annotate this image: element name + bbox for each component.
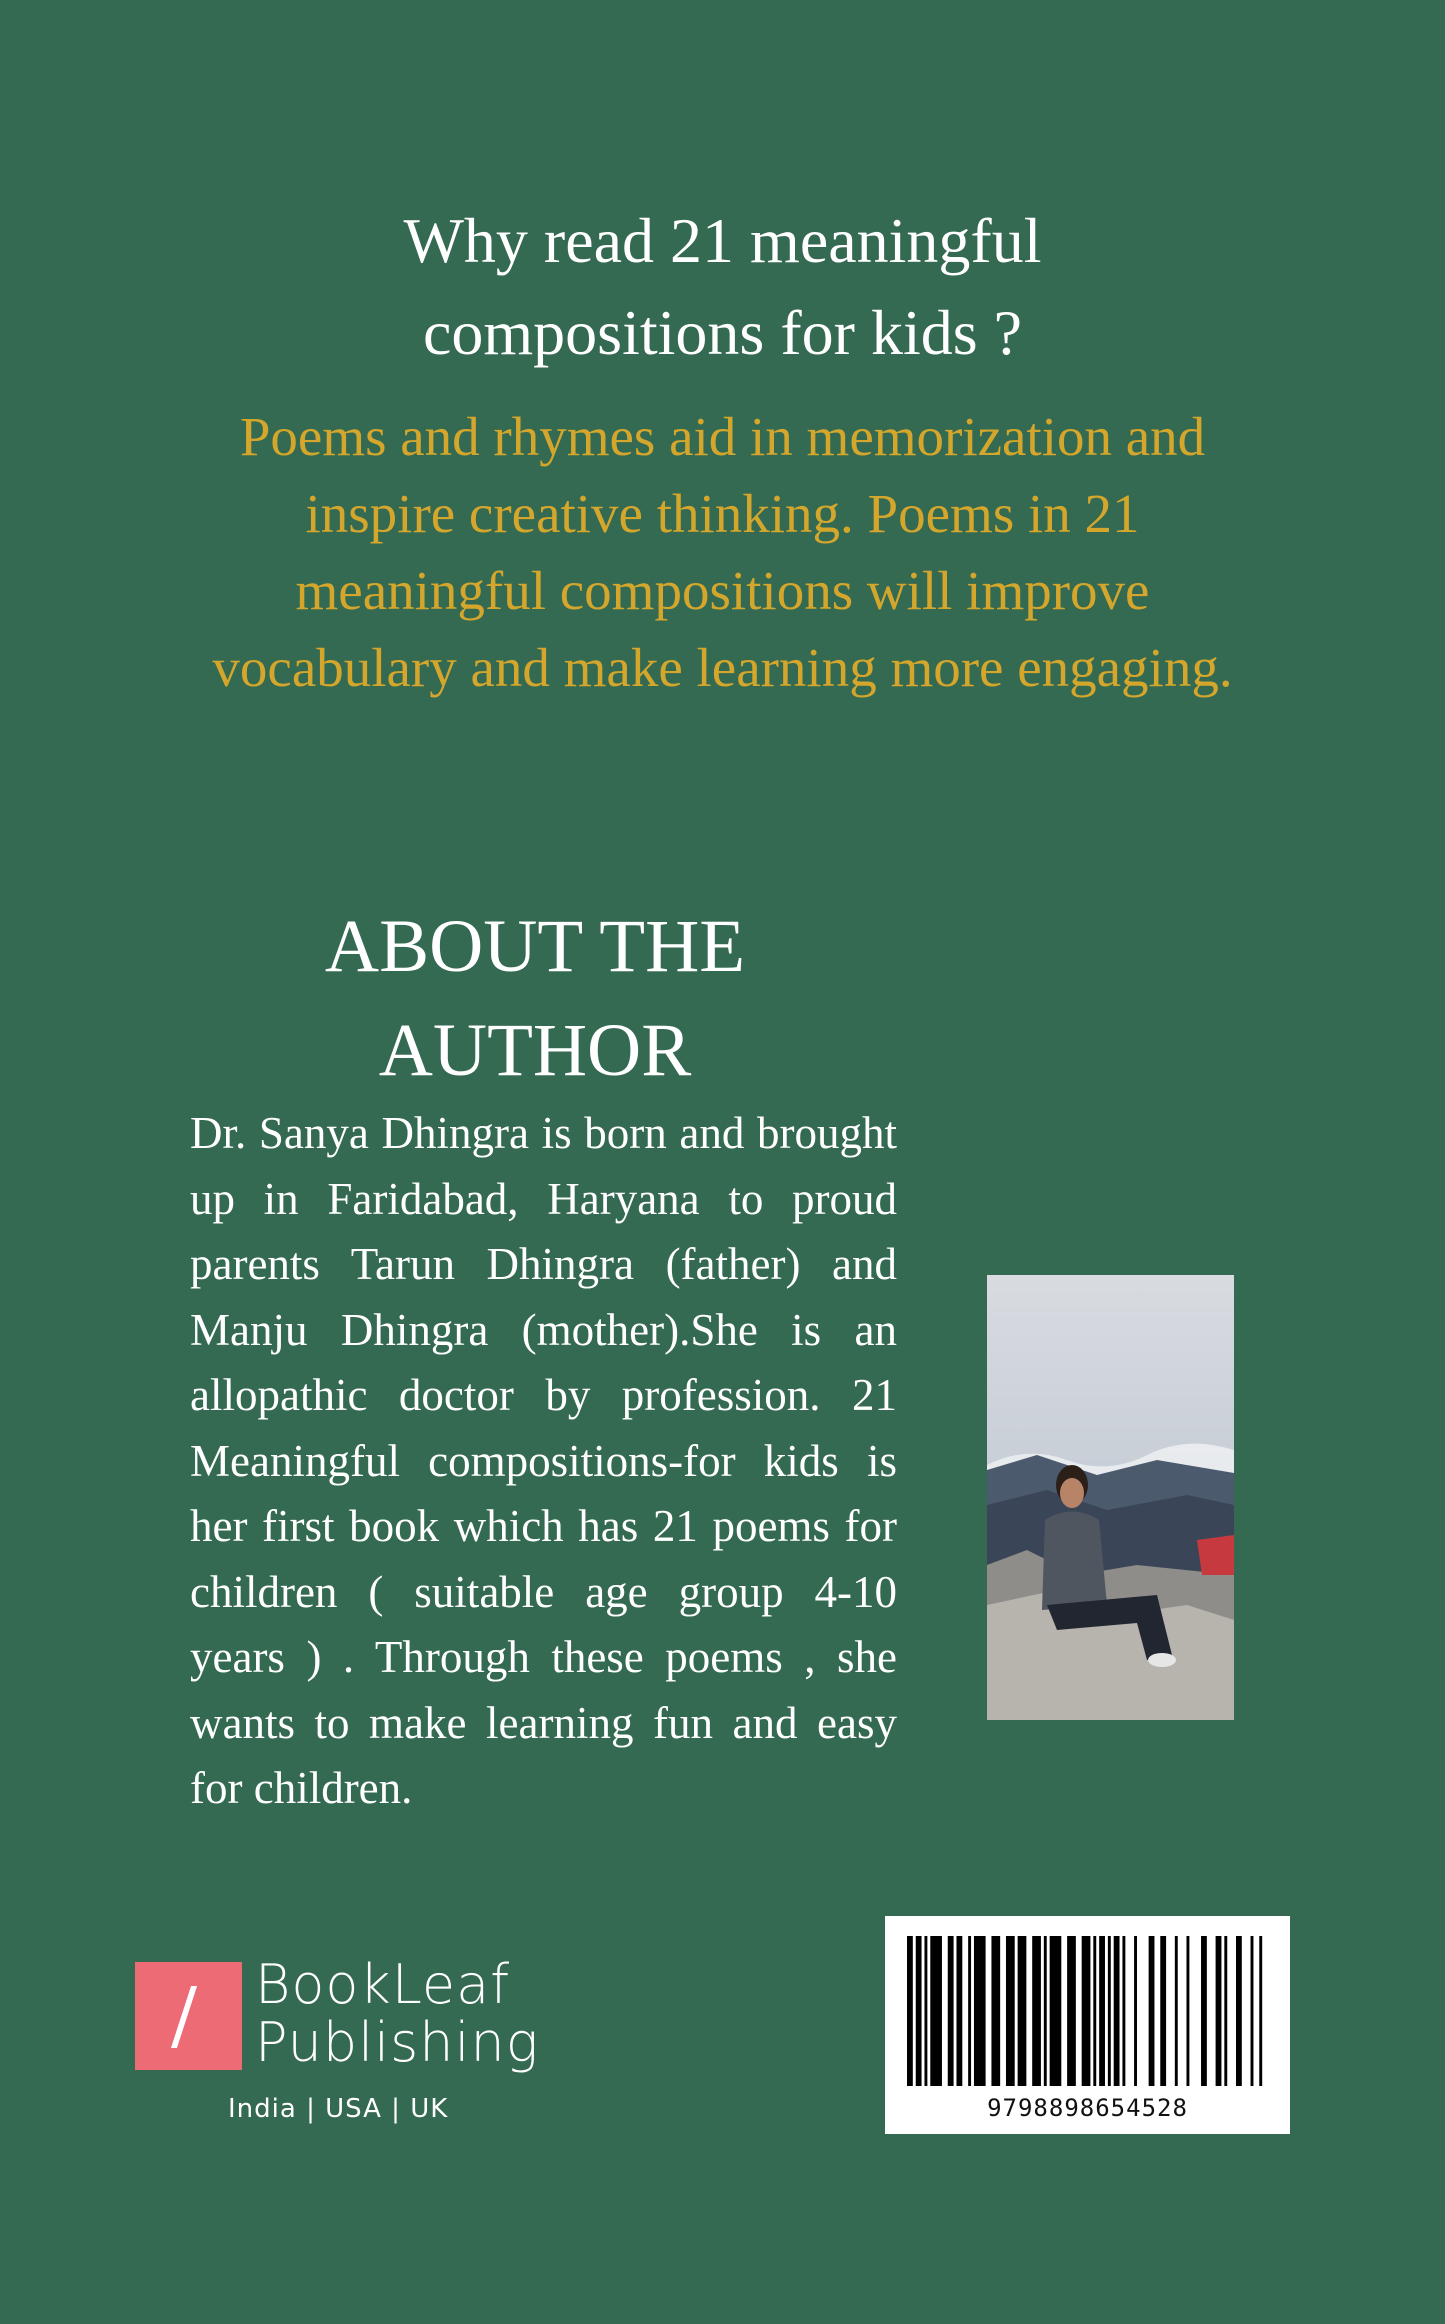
publisher-name bbox=[255, 1953, 540, 2074]
isbn-number: 9798898654528 bbox=[987, 2094, 1188, 2122]
isbn-barcode bbox=[885, 1916, 1290, 2134]
headline bbox=[0, 195, 1445, 379]
author-bio: Dr. Sanya Dhingra is born and brought up in Faridabad, Haryana to proud parents Tarun Dhingra (father) and Manju Dhingra (mother).She is an allopathic doctor by profession. 21 Meaningful compositions-for kids is her first book which has 21 poems for children ( suitable age group 4-10 years ) . Through these poems , she wants to make learning fun and easy for children. bbox=[190, 1108, 897, 1813]
author-photo bbox=[987, 1275, 1234, 1720]
publisher-logo-mark bbox=[135, 1962, 242, 2070]
about-author-heading: ABOUT THE AUTHOR bbox=[324, 905, 746, 1092]
publisher-regions: India | USA | UK bbox=[228, 2094, 449, 2124]
publisher-name-line-2: Publishing bbox=[255, 2011, 540, 2074]
headline-line-1: Why read 21 meaningful bbox=[403, 205, 1042, 276]
barcode-bars bbox=[907, 1936, 1268, 2086]
intro-paragraph: Poems and rhymes aid in memorization and inspire creative thinking. Poems in 21 meaningful compositions will improve vocabulary and make learning more engaging. bbox=[212, 406, 1233, 698]
publisher-name-line-1: BookLeaf bbox=[255, 1953, 511, 2016]
headline-line-2: compositions for kids ? bbox=[422, 297, 1023, 368]
